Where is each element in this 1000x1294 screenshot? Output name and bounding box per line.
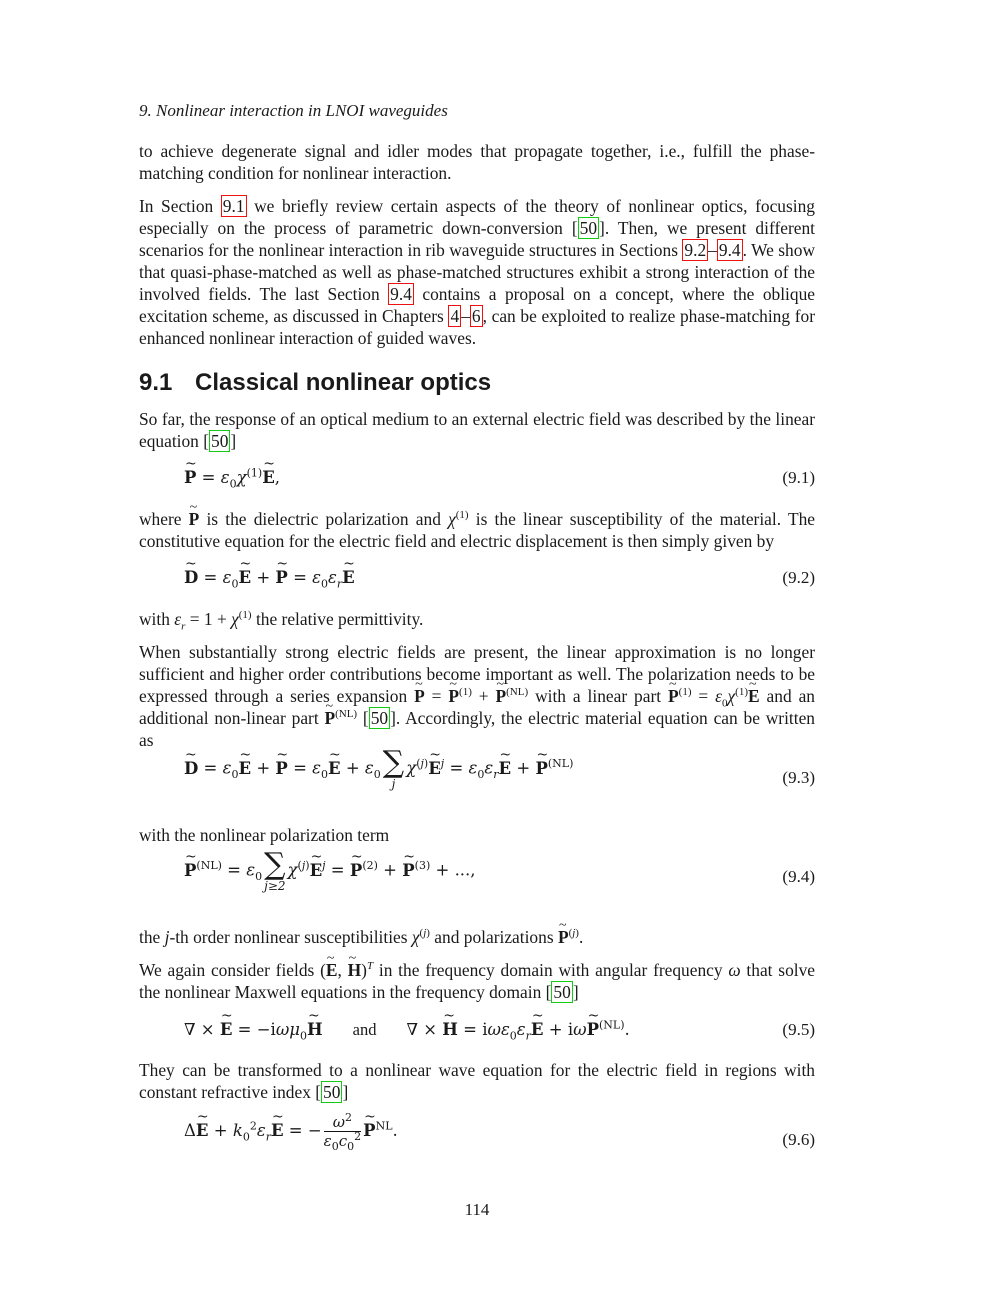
ref-section-9-1[interactable]: 9.1 xyxy=(222,196,245,216)
ref-chapter-4[interactable]: 4 xyxy=(450,306,460,326)
equation-body: Δ~ $E + k_0^2\varepsilon_r\sim$ E = − $\frac{\omega^2}{\varepsilon_0c_0^2}$ ~ $P^{NL}$. xyxy=(184,1113,398,1150)
text: in the frequency domain with angular frequency xyxy=(373,960,729,980)
paragraph-intro-end: to achieve degenerate signal and idler modes that propagate together, i.e., fulfill the phase-matching condition for nonlinear interaction. xyxy=(139,141,815,183)
text: -th order nonlinear susceptibilities xyxy=(169,927,412,947)
paragraph-overview: In Section 9.1 we briefly review certain aspects of the theory of nonlinear optics, focusing especially on the process of parametric down-conversion [ 50 ]. Then, we present different scenarios for the nonlinear interaction in rib waveguide structures in Sections 9.2 – 9.4 . We show that quasi-phase-matched as well as phase-matched structures exhibit a strong interaction of the involved fields. The last Section 9.4 contains a proposal on a concept, where the oblique excitation scheme, as discussed in Chapters 4 – 6 , can be exploited to realize phase-matching for enhanced nonlinear interaction of guided waves. xyxy=(139,196,816,348)
and-word: and xyxy=(352,1020,377,1039)
equation-body: ~ $D = \varepsilon_0\sim$ E + ~ $P = \varepsilon_0\varepsilon_r\sim$ E xyxy=(184,568,355,587)
text: with xyxy=(139,609,175,629)
text: – xyxy=(461,306,470,326)
text: and an additional non-linear part xyxy=(139,686,815,728)
ref-chapter-6[interactable]: 6 xyxy=(471,306,481,326)
equation-number: (9.1) xyxy=(782,468,815,487)
section-title: Classical nonlinear optics xyxy=(195,369,492,396)
equation-body: ~ $P = \varepsilon_0\chi^{(1)}\sim$ E, xyxy=(184,468,280,487)
paragraph-permittivity: with $\varepsilon_r = 1 + \chi^{(1)}$ the relative permittivity. xyxy=(139,609,424,633)
citation-50[interactable]: 50 xyxy=(323,1082,341,1102)
equation-9-5 xyxy=(184,1020,815,1050)
text: that solve the nonlinear Maxwell equations in the frequency domain xyxy=(139,960,816,1002)
equation-9-6 xyxy=(184,1111,815,1157)
citation-50[interactable]: 50 xyxy=(579,218,598,238)
paragraph-polarization: where ~ P is the dielectric polarization and $\chi^{(1)}$ is the linear susceptibility of the material. The constitutive equation for the electric field and electric displacement is then simply given by xyxy=(139,508,815,552)
equation-body: ~ $D = \varepsilon_0\sim$ E + ~ $P = \varepsilon_0\sim$ $E + \varepsilon_0$ ∑ j $\chi^{(j)}\sim$ $E^j$ = $\varepsilon_0\varepsilon_r\sim$ E + ~ $P^{(NL)}$ xyxy=(184,748,573,790)
citation-50[interactable]: 50 xyxy=(553,982,571,1002)
equation-number: (9.2) xyxy=(782,568,815,587)
equation-9-1 xyxy=(184,468,815,498)
section-number: 9.1 xyxy=(139,369,173,396)
text: . Accordingly, the electric material equation can be written as xyxy=(139,708,815,750)
text: So far, the response of an optical medium to an external electric field was described by the linear equation xyxy=(139,409,815,451)
ref-section-9-2[interactable]: 9.2 xyxy=(684,240,707,260)
section-heading xyxy=(139,369,491,397)
equation-number: (9.5) xyxy=(782,1020,815,1039)
text: the xyxy=(139,927,165,947)
citation-50[interactable]: 50 xyxy=(211,431,229,451)
equation-9-3 xyxy=(184,745,815,792)
equation-9-2 xyxy=(184,568,815,598)
ref-section-9-4b[interactable]: 9.4 xyxy=(390,284,412,304)
text: contains a proposal on a concept, where the oblique excitation scheme, as discussed in Chapters xyxy=(139,284,815,326)
text: . We show that quasi-phase-matched as well as phase-matched structures exhibit a strong interaction of the involved fields. The last Section xyxy=(139,240,816,304)
equation-number: (9.6) xyxy=(782,1130,815,1149)
text: the relative permittivity. xyxy=(251,609,424,629)
text: – xyxy=(708,240,717,260)
paragraph-maxwell: We again consider fields (~ E, ~ H)$^T$ in the frequency domain with angular frequency ω that solve the nonlinear Maxwell equations in the frequency domain [ 50 ] xyxy=(139,959,815,1003)
text: with a linear part xyxy=(528,686,669,706)
text: In Section xyxy=(139,196,221,216)
text: , can be exploited to realize phase-matching for enhanced nonlinear interaction of guided waves. xyxy=(139,306,816,348)
equation-number: (9.3) xyxy=(782,768,815,787)
equation-number: (9.4) xyxy=(782,867,815,886)
text: They can be transformed to a nonlinear wave equation for the electric field in regions with constant refractive index xyxy=(139,1060,815,1102)
text: is the linear susceptibility of the material. The constitutive equation for the electric field and electric displacement is then simply given by xyxy=(139,509,815,551)
paragraph-linear-response: So far, the response of an optical medium to an external electric field was described by the linear equation [ 50 ] xyxy=(139,409,815,451)
text: is the dielectric polarization and xyxy=(199,509,449,529)
text: where xyxy=(139,509,189,529)
paragraph-nonlinear-expansion: When substantially strong electric fields are present, the linear approximation is no longer sufficient and higher order contributions become important as well. The polarization needs to be expressed through a series expansion ~ P = ~ $P^{(1)}$ + ~ $P^{(NL)}$ with a linear part ~ $P^{(1)}$ = $\varepsilon_0\chi^{(1)}\sim$ E and an additional non-linear part ~ $P^{(NL)}$ [ 50 ]. Accordingly, the electric material equation can be written as xyxy=(139,641,815,751)
equation-body: ~ $P^{(NL)} = \varepsilon_0$ ∑ j≥2 $\chi^{(j)}\sim$ $E^j$ = ~ $P^{(2)}$ + ~ $P^{(3)}$ + ..., xyxy=(184,850,476,892)
equation-body: ∇ × ~ E = −iωμ$_0$~ H and ∇ × ~ $H = i\omega\varepsilon_0\varepsilon_r\sim$ E + iω~ $P^{(NL)}$. xyxy=(184,1020,630,1040)
text: . Then, we present different scenarios for the nonlinear interaction in rib waveguide structures in Sections xyxy=(139,218,815,260)
page-number: 114 xyxy=(464,1200,490,1219)
text: When substantially strong electric fields are present, the linear approximation is no longer sufficient and higher order contributions become important as well. The polarization needs to be expressed through a series expansion xyxy=(139,642,815,706)
paragraph-nl-term: with the nonlinear polarization term xyxy=(139,825,390,845)
citation-50[interactable]: 50 xyxy=(370,708,389,728)
text: we briefly review certain aspects of the theory of nonlinear optics, focusing especially on the process of parametric down-conversion xyxy=(139,196,815,238)
running-head: 9. Nonlinear interaction in LNOI waveguides xyxy=(139,101,448,120)
ref-section-9-4[interactable]: 9.4 xyxy=(718,240,741,260)
text: and polarizations xyxy=(429,927,558,947)
text: We again consider fields xyxy=(139,960,321,980)
equation-9-4 xyxy=(184,847,815,893)
paragraph-susceptibilities: the j-th order nonlinear susceptibilities $\chi^{(j)}$ and polarizations ~ $P^{(j)}$. xyxy=(139,926,815,948)
paragraph-wave-equation: They can be transformed to a nonlinear wave equation for the electric field in regions with constant refractive index [ 50 ] xyxy=(139,1060,815,1102)
